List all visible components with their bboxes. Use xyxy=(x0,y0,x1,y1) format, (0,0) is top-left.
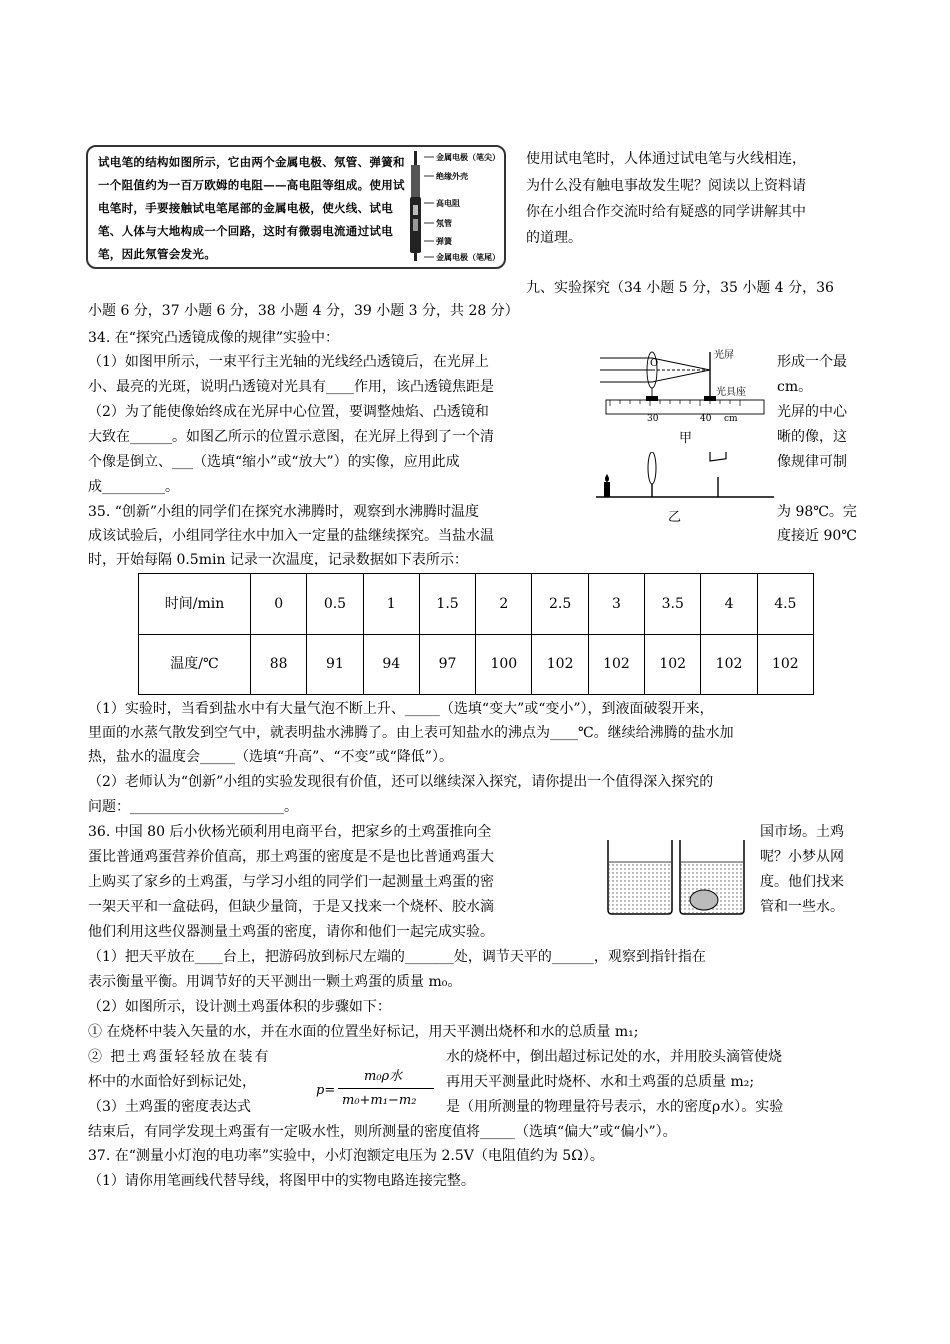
tick-40-label: 40 xyxy=(700,414,712,424)
pen-label-tip: 金属电极（笔尖） xyxy=(436,152,500,162)
temperature-table xyxy=(138,573,814,695)
table-cell: 88 xyxy=(251,634,307,695)
q35-text: 成该试验后，小组同学往水中加入一定量的盐继续探究。当盐水温 xyxy=(88,528,494,544)
q36-text: 上购买了家乡的土鸡蛋，与学习小组的同学们一起测量土鸡蛋的密 xyxy=(88,874,494,890)
density-formula xyxy=(316,1069,436,1113)
q34-text: 小、最亮的光斑，说明凸透镜对光具有____作用，该凸透镜焦距是 xyxy=(88,379,494,395)
q36-text-right: 国市场。土鸡 xyxy=(760,824,844,840)
q35-part1: （1）实验时，当看到盐水中有大量气泡不断上升、_____（选填“变大”或“变小”），到液面破裂开来， xyxy=(88,701,714,717)
intro-line: 为什么没有触电事故发生呢？阅读以上资料请 xyxy=(526,178,806,194)
pen-label-tail: 金属电极（笔尾） xyxy=(436,252,500,262)
pen-leader-lines xyxy=(424,147,436,267)
table-cell: 102 xyxy=(588,634,644,695)
q35-part2: 问题：______________________。 xyxy=(88,799,298,815)
table-cell: 102 xyxy=(701,634,757,695)
q36-step: 再用天平测量此时烧杯、水和土鸡蛋的总质量 m₂; xyxy=(446,1074,755,1090)
table-cell: 102 xyxy=(757,634,813,695)
q36-step: 表示衡量平衡。用调节好的天平测出一颗土鸡蛋的质量 m₀。 xyxy=(88,974,462,990)
q36-step: （2）如图所示，设计测土鸡蛋体积的步骤如下： xyxy=(88,999,391,1015)
table-header-cell: 时间/min xyxy=(139,574,251,635)
figure-jia-caption: 甲 xyxy=(679,431,693,446)
figure-yi-caption: 乙 xyxy=(668,510,682,525)
q34-text-right: 光屏的中心 xyxy=(777,404,847,420)
screen-label: 光屏 xyxy=(714,350,734,361)
q36-step: 结束后，有同学发现土鸡蛋有一定吸水性，则所测量的密度值将_____（选填“偏大”或“偏小”）。 xyxy=(88,1124,677,1140)
q36-text: 一架天平和一盒砝码，但缺少量筒，于是又找来一个烧杯、胶水滴 xyxy=(88,899,494,915)
intro-line: 的道理。 xyxy=(526,230,582,246)
q35-part1: 热，盐水的温度会_____（选填“升高”、“不变”或“降低”）。 xyxy=(88,749,453,765)
table-cell: 4.5 xyxy=(757,574,813,635)
table-cell: 0 xyxy=(251,574,307,635)
unit-cm-label: cm xyxy=(724,414,738,424)
q34-text-right: 形成一个最 xyxy=(777,354,847,370)
pen-label-resistor: 高电阻 xyxy=(436,198,460,208)
section-heading-cont: 小题 6 分，37 小题 6 分，38 小题 4 分，39 小题 3 分，共 28 分） xyxy=(88,303,519,319)
q35-text-right: 度接近 90℃ xyxy=(777,528,857,544)
formula-denominator: m₀+m₁−m₂ xyxy=(342,1093,417,1108)
candle-lens-screen-figure xyxy=(596,452,776,502)
q35-part2: （2）老师认为“创新”小组的实验发现很有价值，还可以继续深入探究，请你提出一个值得深入探究的 xyxy=(88,774,714,790)
intro-line: 你在小组合作交流时给有疑惑的同学讲解其中 xyxy=(526,204,806,220)
section-heading: 九、实验探究（34 小题 5 分，35 小题 4 分，36 xyxy=(526,280,834,296)
test-pen-description: 试电笔的结构如图所示，它由两个金属电极、氖管、弹簧和一个阻值约为一百万欧姆的电阻——高电阻等组成。使用试电笔时，手要接触试电笔尾部的金属电极，使火线、试电笔、人体与大地构成一个回路，这时有微弱电流通过试电笔，因此氖管会发光。 xyxy=(98,155,405,261)
q35-text: 时，开始每隔 0.5min 记录一次温度，记录数据如下表所示： xyxy=(88,552,468,568)
q37-text: （1）请你用笔画线代替导线，将图甲中的实物电路连接完整。 xyxy=(88,1173,475,1189)
q34-text: 个像是倒立、___（选填“缩小”或“放大”）的实像，应用此成 xyxy=(88,454,460,470)
q34-text: 大致在______。如图乙所示的位置示意图，在光屏上得到了一个清 xyxy=(88,429,494,445)
q36-step: ② 把土鸡蛋轻轻放在装有 xyxy=(88,1049,271,1065)
q34-text-right: 像规律可制 xyxy=(777,454,847,470)
q36-text-right: 管和一些水。 xyxy=(760,899,844,915)
table-cell: 91 xyxy=(307,634,363,695)
table-row xyxy=(139,574,814,635)
bench-label: 光具座 xyxy=(716,387,746,398)
q34-title: 34. 在“探究凸透镜成像的规律”实验中： xyxy=(88,330,340,346)
pen-label-shell: 绝缘外壳 xyxy=(436,171,468,181)
table-cell: 4 xyxy=(701,574,757,635)
table-cell: 100 xyxy=(476,634,532,695)
q36-text: 他们利用这些仪器测量土鸡蛋的密度，请你和他们一起完成实验。 xyxy=(88,924,494,940)
q36-text: 36. 中国 80 后小伙杨光硕利用电商平台，把家乡的土鸡蛋推向全 xyxy=(88,824,492,840)
q36-text-right: 呢？小梦从网 xyxy=(760,849,844,865)
q34-text: （1）如图甲所示，一束平行主光轴的光线经凸透镜后，在光屏上 xyxy=(88,354,489,370)
table-cell: 2 xyxy=(476,574,532,635)
pen-label-neon: 氖管 xyxy=(436,218,452,228)
lens-o-label: O xyxy=(650,358,659,369)
table-cell: 97 xyxy=(419,634,475,695)
q36-step: 是（用所测量的物理量符号表示，水的密度ρ水）。实验 xyxy=(446,1099,784,1115)
table-cell: 0.5 xyxy=(307,574,363,635)
q36-text: 蛋比普通鸡蛋营养价值高，那土鸡蛋的密度是不是也比普通鸡蛋大 xyxy=(88,849,494,865)
q35-text-right: 为 98℃。完 xyxy=(777,504,857,520)
q34-text: （2）为了能使像始终成在光屏中心位置，要调整烛焰、凸透镜和 xyxy=(88,404,489,420)
table-cell: 102 xyxy=(645,634,701,695)
q36-text-right: 度。他们找来 xyxy=(760,874,844,890)
table-cell: 94 xyxy=(363,634,419,695)
tick-30-label: 30 xyxy=(647,414,659,424)
table-cell: 3.5 xyxy=(645,574,701,635)
table-cell: 1.5 xyxy=(419,574,475,635)
table-cell: 3 xyxy=(588,574,644,635)
q37-text: 37. 在“测量小灯泡的电功率”实验中，小灯泡额定电压为 2.5V（电阻值约为 5Ω）。 xyxy=(88,1148,604,1164)
intro-line: 使用试电笔时，人体通过试电笔与火线相连， xyxy=(526,151,806,167)
formula-numerator: m₀ρ水 xyxy=(364,1069,403,1084)
table-cell: 2.5 xyxy=(532,574,588,635)
q36-step: ① 在烧杯中装入矢量的水，并在水面的位置坐好标记，用天平测出烧杯和水的总质量 m₁; xyxy=(88,1024,639,1040)
test-pen-figure-box xyxy=(86,145,506,269)
q36-step: （3）土鸡蛋的密度表达式 xyxy=(88,1099,251,1115)
q36-step: （1）把天平放在____台上，把游码放到标尺左端的_______处，调节天平的______，观察到指针指在 xyxy=(88,949,706,965)
q34-text-right: 晰的像，这 xyxy=(777,429,847,445)
q35-text: 35. “创新”小组的同学们在探究水沸腾时，观察到水沸腾时温度 xyxy=(88,504,480,520)
q34-text-right: cm。 xyxy=(777,379,813,395)
q36-step: 水的烧杯中，倒出超过标记处的水，并用胶头滴管使烧 xyxy=(446,1049,782,1065)
table-cell: 102 xyxy=(532,634,588,695)
test-pen-illustration xyxy=(406,151,426,263)
table-row xyxy=(139,634,814,695)
pen-label-spring: 弹簧 xyxy=(436,236,452,246)
beakers-figure xyxy=(604,836,754,916)
table-header-cell: 温度/℃ xyxy=(139,634,251,695)
q36-step: 杯中的水面恰好到标记处， xyxy=(88,1074,256,1090)
table-cell: 1 xyxy=(363,574,419,635)
q34-text: 成_________。 xyxy=(88,479,179,495)
q35-part1: 里面的水蒸气散发到空气中，就表明盐水沸腾了。由上表可知盐水的沸点为____℃。继续给沸腾的盐水加 xyxy=(88,725,734,741)
formula-lhs: p= xyxy=(316,1083,336,1098)
